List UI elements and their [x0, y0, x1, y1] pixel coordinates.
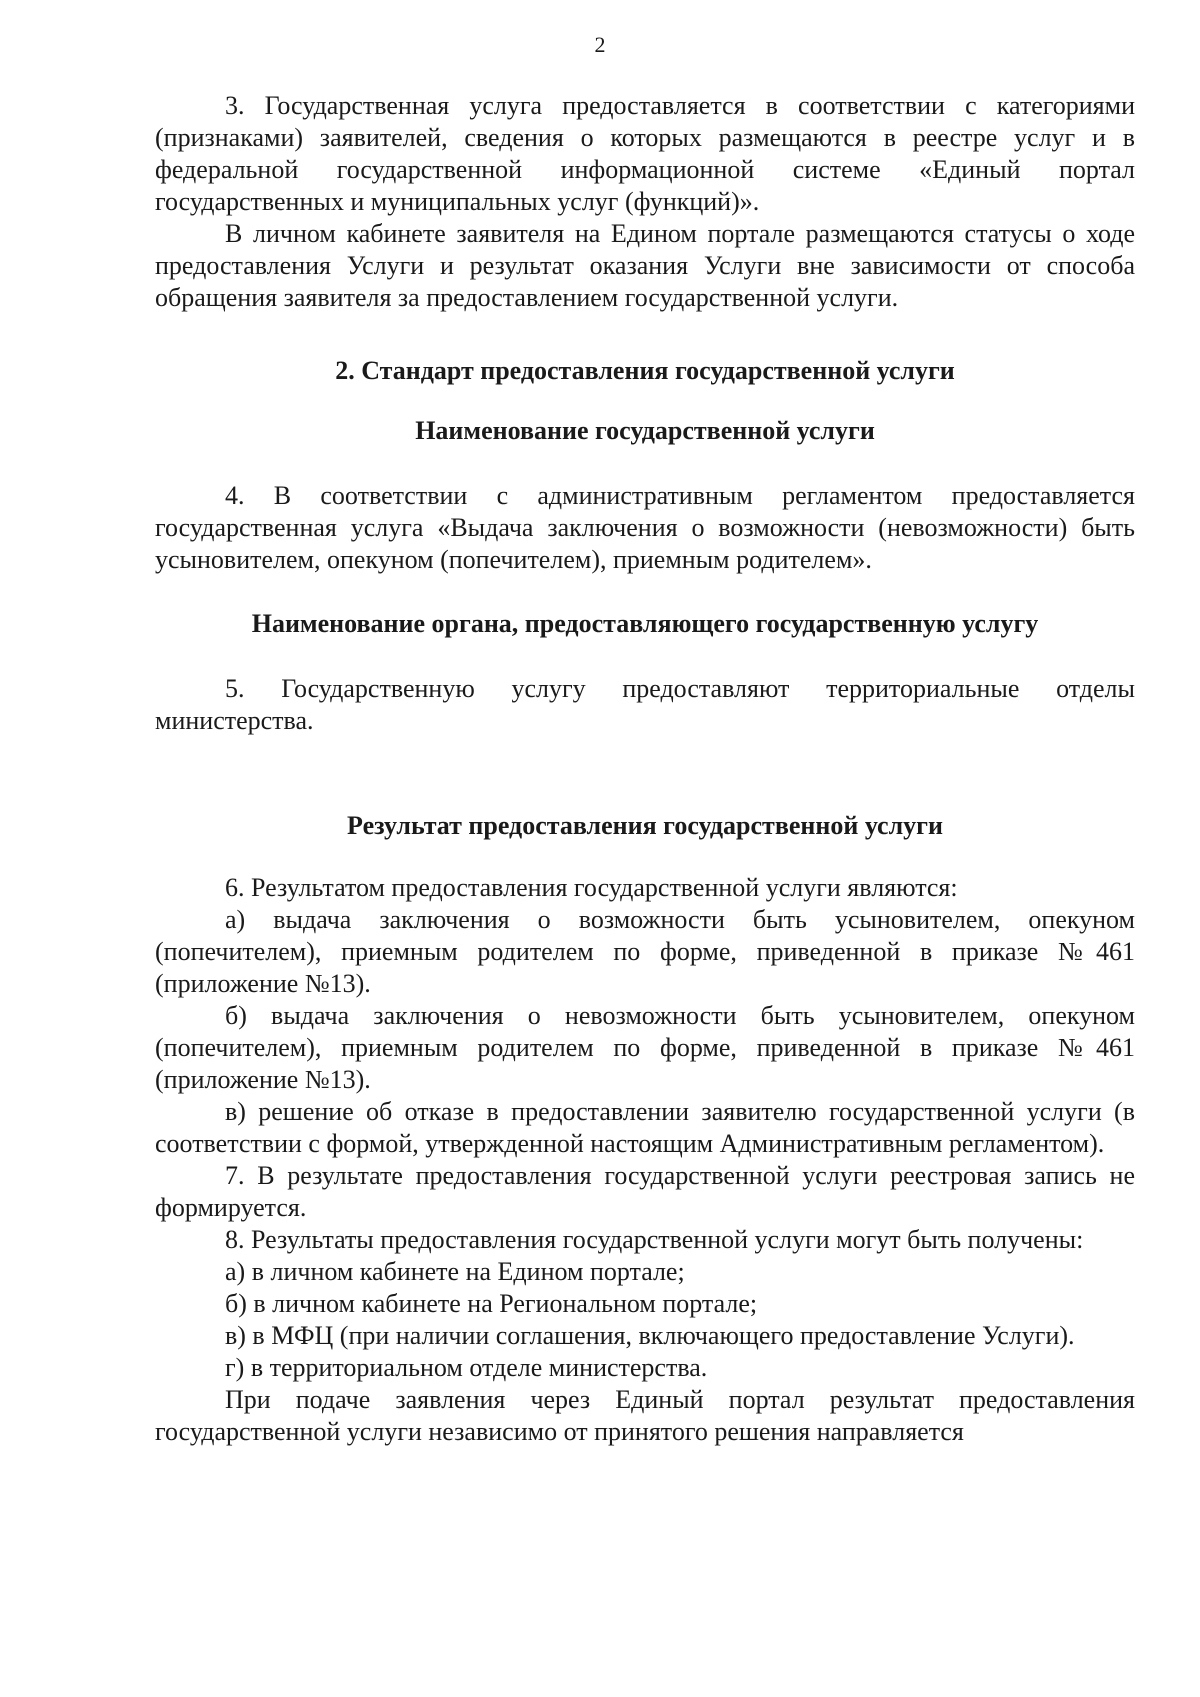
paragraph-6c: в) решение об отказе в предоставлении заявителю государственной услуги (в соответствии с формой, утвержденной настоящим Административным регламентом). — [155, 1097, 1135, 1158]
paragraph-8a: а) в личном кабинете на Едином портале; — [225, 1257, 685, 1286]
organ-block — [155, 673, 1135, 737]
paragraph-5: 5. Государственную услугу предоставляют территориальные отделы министерства. — [155, 674, 1135, 735]
intro-block — [155, 90, 1135, 314]
paragraph-3: 3. Государственная услуга предоставляется в соответствии с категориями (признаками) заявителей, сведения о которых размещаются в реестре услуг и в федеральной государственной информационной системе «Единый портал государственных и муниципальных услуг (функций)». — [155, 91, 1135, 216]
result-subtitle: Результат предоставления государственной услуги — [347, 811, 943, 840]
paragraph-8b: б) в личном кабинете на Региональном портале; — [225, 1289, 758, 1318]
paragraph-last: При подаче заявления через Единый портал результат предоставления государственной услуги независимо от принятого решения направляется — [155, 1385, 1135, 1446]
result-block — [155, 872, 1135, 1448]
paragraph-8d: г) в территориальном отделе министерства. — [225, 1353, 708, 1382]
page-number: 2 — [594, 32, 606, 57]
organ-subtitle: Наименование органа, предоставляющего государственную услугу — [251, 609, 1039, 638]
result-heading-block — [155, 810, 1135, 842]
paragraph-6: 6. Результатом предоставления государственной услуги являются: — [225, 873, 958, 902]
section-2-title: 2. Стандарт предоставления государственной услуги — [335, 356, 955, 385]
organ-heading-block — [155, 608, 1135, 640]
service-name-subtitle: Наименование государственной услуги — [415, 416, 875, 445]
service-name-heading-block — [155, 415, 1135, 447]
paragraph-8c: в) в МФЦ (при наличии соглашения, включающего предоставление Услуги). — [225, 1321, 1075, 1350]
paragraph-3-personal-cabinet: В личном кабинете заявителя на Едином портале размещаются статусы о ходе предоставления Услуги и результат оказания Услуги вне зависимости от способа обращения заявителя за предоставлением государственной услуги. — [155, 219, 1135, 312]
paragraph-8: 8. Результаты предоставления государственной услуги могут быть получены: — [225, 1225, 1084, 1254]
paragraph-6b: б) выдача заключения о невозможности быть усыновителем, опекуном (попечителем), приемным родителем по форме, приведенной в приказе №461 (приложение №13). — [155, 1001, 1135, 1094]
paragraph-6a: а) выдача заключения о возможности быть усыновителем, опекуном (попечителем), приемным родителем по форме, приведенной в приказе №461 (приложение №13). — [155, 905, 1135, 998]
paragraph-7: 7. В результате предоставления государственной услуги реестровая запись не формируется. — [155, 1161, 1135, 1222]
service-name-block — [155, 480, 1135, 576]
section-2-heading-block — [155, 355, 1135, 387]
paragraph-4: 4. В соответствии с административным регламентом предоставляется государственная услуга «Выдача заключения о возможности (невозможности) быть усыновителем, опекуном (попечителем), приемным родителем». — [155, 481, 1135, 574]
